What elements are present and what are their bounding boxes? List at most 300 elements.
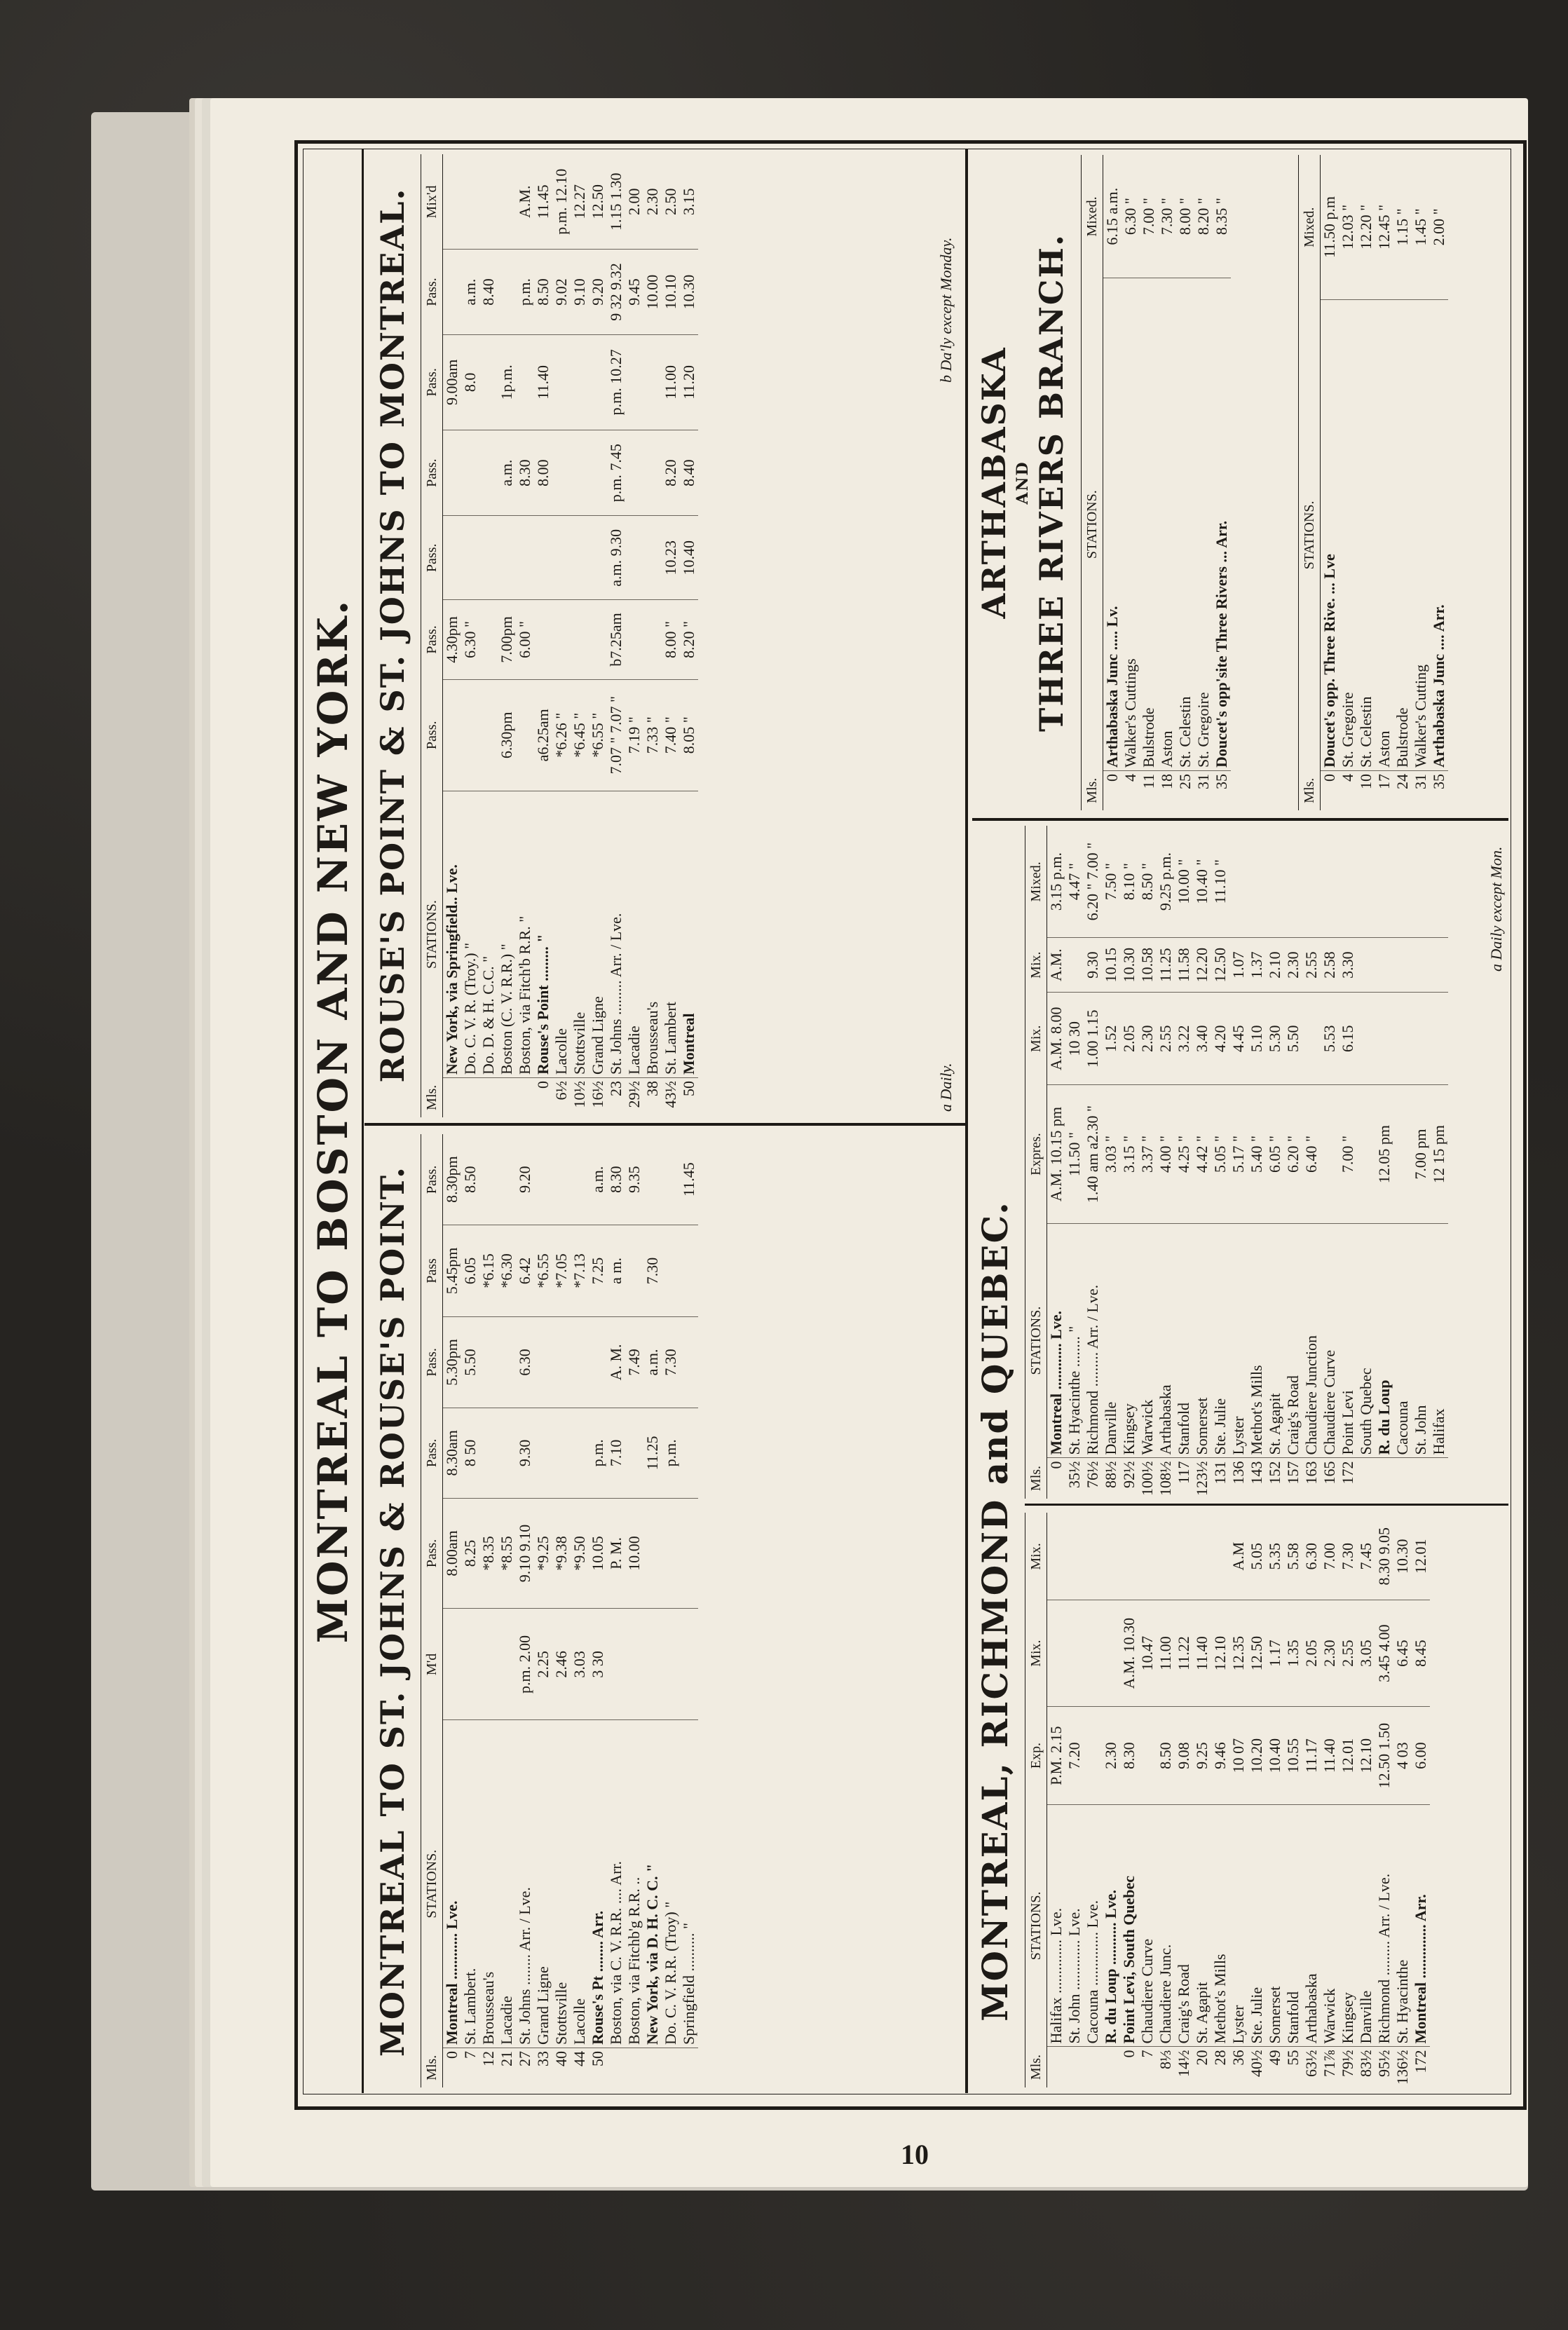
table-row [1321, 155, 1339, 810]
time-cell [643, 600, 662, 679]
table-row [1138, 1513, 1157, 2087]
mileage-cell: 76½ [1084, 1461, 1101, 1488]
mileage-cell: 31 [1194, 774, 1212, 789]
time-cell [1357, 826, 1375, 938]
mileage-cell: 88½ [1102, 1461, 1119, 1488]
time-cell: 6.15 a.m. [1103, 155, 1122, 278]
column-header: Mixed. [1082, 155, 1103, 278]
time-cell [1412, 826, 1430, 938]
station-cell: Richmond ......... Arr. / Lve. [1375, 1805, 1393, 2047]
time-cell: 8.00am [443, 1498, 462, 1609]
mileage-cell: 40 [552, 2051, 570, 2066]
mileage-cell: 136 [1229, 1461, 1247, 1485]
mileage-cell [680, 2048, 698, 2088]
time-cell: 12.27 [571, 154, 589, 250]
mileage-cell: 4 [1339, 774, 1356, 782]
time-cell: 7.30 [1339, 1513, 1357, 1600]
table-row [1158, 155, 1176, 810]
time-cell [589, 1316, 607, 1408]
time-cell: 6.42 [516, 1225, 534, 1316]
time-cell: 12.20 " [1357, 155, 1375, 299]
mileage-cell: 38 [643, 1081, 661, 1096]
table-row [643, 1134, 662, 2087]
station-cell: Springfield .......... " [680, 1720, 698, 2048]
time-cell: 2.25 [534, 1609, 552, 1720]
time-cell: 6.00 " [516, 600, 534, 679]
station-cell: Methot's Mills [1211, 1805, 1229, 2047]
time-cell: 8.50 [461, 1134, 479, 1225]
table-row [1175, 826, 1193, 1499]
time-cell: 5.58 [1284, 1513, 1302, 1600]
time-cell: 4.45 [1229, 993, 1248, 1085]
column-header: STATIONS. [1082, 278, 1103, 771]
time-cell: 10.05 [589, 1498, 607, 1609]
time-cell: b7.25am [607, 600, 625, 679]
table-row [680, 154, 698, 1117]
time-cell: 9.20 [516, 1134, 534, 1225]
time-cell [643, 1134, 662, 1225]
time-cell [625, 1609, 643, 1720]
time-cell: 8.10 " [1120, 826, 1138, 938]
time-cell: 8.20 " [680, 600, 698, 679]
time-cell: 1.17 [1266, 1600, 1284, 1706]
station-cell: Chaudiere Junc. [1157, 1805, 1175, 2047]
time-cell: 8.45 [1412, 1600, 1430, 1706]
station-cell: Bulstrode [1393, 299, 1412, 770]
time-cell: 3.30 [1339, 938, 1357, 993]
time-cell: 8.50 " [1138, 826, 1157, 938]
table-row [1211, 826, 1229, 1499]
time-cell: 5.50 [1284, 993, 1302, 1085]
time-cell: 3.15 [680, 154, 698, 250]
time-cell [552, 1316, 571, 1408]
time-cell [680, 1316, 698, 1408]
station-cell: Cacouna .............. Lve. [1084, 1805, 1102, 2047]
table-row [1193, 1513, 1211, 2087]
time-cell: p.m. [589, 1408, 607, 1498]
time-cell [479, 1609, 498, 1720]
column-header: STATIONS. [421, 1720, 443, 2048]
time-cell [443, 1609, 462, 1720]
time-cell: A.M. [1047, 938, 1066, 993]
time-cell: 11.58 [1175, 938, 1193, 993]
time-cell [498, 1316, 516, 1408]
time-cell [479, 154, 498, 250]
mileage-cell [443, 1078, 462, 1118]
mileage-cell [461, 1078, 479, 1118]
time-cell [662, 1498, 680, 1609]
time-cell [1248, 826, 1266, 938]
column-header: Mixed. [1299, 155, 1321, 299]
station-cell: Lacolle [571, 1720, 589, 2048]
table-row [1375, 1513, 1393, 2087]
time-cell [1084, 1706, 1102, 1805]
table-row [1412, 826, 1430, 1499]
time-cell [1393, 938, 1412, 993]
time-cell: 8.50 [534, 250, 552, 334]
table-row [1393, 826, 1412, 1499]
station-cell: Kingsey [1339, 1805, 1357, 2047]
time-cell [1412, 938, 1430, 993]
table-row [1393, 155, 1412, 810]
time-cell: 9.10 [571, 250, 589, 334]
time-cell: 8.30 [516, 430, 534, 516]
time-cell: 9.25 p.m. [1157, 826, 1175, 938]
mileage-cell: 43½ [662, 1081, 679, 1108]
station-cell: St. Lambert. [461, 1720, 479, 2048]
station-cell: Do. C. V. R.R. (Troy) " [662, 1720, 680, 2048]
station-cell: Point Levi, South Quebec [1120, 1805, 1138, 2047]
table-row [1193, 826, 1211, 1499]
time-cell: 12.50 [1211, 938, 1229, 993]
time-cell: 12.05 pm [1375, 1085, 1393, 1223]
table-row [552, 1134, 571, 2087]
time-cell [1393, 826, 1412, 938]
time-cell [443, 154, 462, 250]
time-cell: 12.45 " [1375, 155, 1393, 299]
table-row [443, 1134, 462, 2087]
time-cell: 6.05 " [1266, 1085, 1284, 1223]
time-cell: 2.30 [1102, 1706, 1120, 1805]
time-cell: A. M. [607, 1316, 625, 1408]
time-cell [479, 1408, 498, 1498]
time-cell: 9.08 [1175, 1706, 1193, 1805]
time-cell: 7.25 [589, 1225, 607, 1316]
table-row [589, 154, 607, 1117]
mileage-cell [1084, 2047, 1102, 2087]
time-cell [625, 1408, 643, 1498]
time-cell [1357, 993, 1375, 1085]
column-header: Mls. [421, 2048, 443, 2088]
station-cell: Brousseau's [479, 1720, 498, 2048]
time-cell: 7.49 [625, 1316, 643, 1408]
time-cell: 3.15 " [1120, 1085, 1138, 1223]
mileage-cell: 36 [1229, 2050, 1247, 2066]
time-cell [571, 600, 589, 679]
time-cell: 2.10 [1266, 938, 1284, 993]
time-cell: p.m. [662, 1408, 680, 1498]
time-cell [443, 679, 462, 791]
table-row [662, 1134, 680, 2087]
time-cell [680, 1225, 698, 1316]
station-cell: Boston (C. V. R.R.) " [498, 791, 516, 1078]
time-cell: a6.25am [534, 679, 552, 791]
time-cell: 10.40 [680, 516, 698, 600]
time-cell: 12.10 [1211, 1600, 1229, 1706]
time-cell [643, 334, 662, 430]
table-row [1122, 155, 1140, 810]
station-cell: St. Hyacinthe [1393, 1805, 1412, 2047]
station-cell: St. Gregoire [1194, 278, 1213, 771]
time-cell: 8.0 [461, 334, 479, 430]
table4-title: MONTREAL, RICHMOND and QUEBEC. [974, 1201, 1016, 2022]
table-divider-3 [972, 818, 1508, 821]
time-cell: 12.10 [1357, 1706, 1375, 1805]
station-cell: Do. D. & H. C.C. " [479, 791, 498, 1078]
branch-up [1298, 155, 1448, 810]
table-row [1375, 155, 1393, 810]
time-cell: 6.30 [516, 1316, 534, 1408]
time-cell: 7.00 [1321, 1513, 1339, 1600]
station-cell: Chaudiere Curve [1321, 1223, 1339, 1458]
table-row [1248, 826, 1266, 1499]
time-cell [534, 516, 552, 600]
station-cell: Doucet's opp'site Three Rivers ... Arr. [1213, 278, 1231, 771]
mileage-cell: 40½ [1248, 2050, 1265, 2077]
station-cell: Lacadie [498, 1720, 516, 2048]
station-cell: Craig's Road [1284, 1223, 1302, 1458]
time-cell: 8 50 [461, 1408, 479, 1498]
mileage-cell: 0 [1103, 774, 1121, 782]
time-cell [1375, 993, 1393, 1085]
column-header: Pass. [421, 1408, 443, 1498]
time-cell: 8.40 [479, 250, 498, 334]
time-cell: 7.45 [1357, 1513, 1375, 1600]
mileage-cell: 117 [1175, 1461, 1192, 1484]
station-cell: Bulstrode [1140, 278, 1158, 771]
mileage-cell [1065, 2047, 1084, 2087]
time-cell: 4 03 [1393, 1706, 1412, 1805]
mileage-cell: 14½ [1175, 2050, 1192, 2077]
time-cell [571, 516, 589, 600]
station-cell: Grand Ligne [534, 1720, 552, 2048]
time-cell [498, 154, 516, 250]
time-cell: 10 07 [1229, 1706, 1248, 1805]
station-cell: Chaudiere Curve [1138, 1805, 1157, 2047]
time-cell [662, 1225, 680, 1316]
table-row [552, 154, 571, 1117]
table-row [1194, 155, 1213, 810]
time-cell: *9.25 [534, 1498, 552, 1609]
time-cell: 6.40 " [1302, 1085, 1321, 1223]
time-cell [607, 1609, 625, 1720]
time-cell: 2.30 [1138, 993, 1157, 1085]
time-cell [1284, 826, 1302, 938]
time-cell: 12.01 [1339, 1706, 1357, 1805]
time-cell [534, 1134, 552, 1225]
table-header-row [1025, 826, 1047, 1499]
time-cell: 8.50 [1157, 1706, 1175, 1805]
table-row [680, 1134, 698, 2087]
time-cell [479, 679, 498, 791]
time-cell: 5.50 [461, 1316, 479, 1408]
table2-title: ROUSE'S POINT & ST. JOHNS TO MONTREAL. [374, 187, 411, 1083]
time-cell: 11.20 [680, 334, 698, 430]
mileage-cell: 11 [1140, 774, 1157, 789]
time-cell: 8.00 [534, 430, 552, 516]
time-cell: 9.30 [1084, 938, 1102, 993]
time-cell: 10.58 [1138, 938, 1157, 993]
time-cell: 5.53 [1321, 993, 1339, 1085]
table-row [1321, 826, 1339, 1499]
time-cell: a.m. [461, 250, 479, 334]
time-cell: 10.00 " [1175, 826, 1193, 938]
time-cell: 9.25 [1193, 1706, 1211, 1805]
time-cell: 7.20 [1065, 1706, 1084, 1805]
time-cell: 10.00 [643, 250, 662, 334]
table-row [1157, 826, 1175, 1499]
station-cell: St. Agapit [1266, 1223, 1284, 1458]
mileage-cell: 29½ [625, 1081, 643, 1108]
mid-rule [965, 149, 968, 2093]
time-cell: 3.22 [1175, 993, 1193, 1085]
station-cell: Arthabaska Junc .... Arr. [1430, 299, 1448, 770]
mileage-cell: 25 [1176, 774, 1194, 789]
time-cell: a.m. 9.30 [607, 516, 625, 600]
table-row [1357, 826, 1375, 1499]
column-header: Mls. [1025, 2047, 1047, 2087]
time-cell: 8.25 [461, 1498, 479, 1609]
time-cell: 1.45 " [1412, 155, 1430, 299]
time-cell: 7.30 [662, 1316, 680, 1408]
column-header: Pass. [421, 1134, 443, 1225]
table-row [1357, 1513, 1375, 2087]
station-cell: R. du Loup ........... Lve. [1102, 1805, 1120, 2047]
time-cell: 6.30 " [1122, 155, 1140, 278]
station-cell: Walker's Cuttings [1122, 278, 1140, 771]
time-cell [1211, 1513, 1229, 1600]
time-cell: 12.35 [1229, 1600, 1248, 1706]
time-cell: a.m. [498, 430, 516, 516]
time-cell [571, 1408, 589, 1498]
time-cell: 1.52 [1102, 993, 1120, 1085]
time-cell [516, 334, 534, 430]
time-cell [1375, 826, 1393, 938]
mileage-cell: 152 [1266, 1461, 1283, 1485]
table-row [443, 154, 462, 1117]
station-cell: Ste. Julie [1248, 1805, 1266, 2047]
mileage-cell: 10 [1357, 774, 1375, 789]
table-header-row [1082, 155, 1103, 810]
station-cell: Danville [1357, 1805, 1375, 2047]
time-cell: 1.35 [1284, 1600, 1302, 1706]
station-cell: Stottsville [571, 791, 589, 1078]
table3 [1025, 826, 1448, 1499]
time-cell: p.m. 2.00 [516, 1609, 534, 1720]
table-row [1047, 826, 1066, 1499]
table3-grid [1025, 826, 1448, 1499]
time-cell [534, 600, 552, 679]
table-row [1284, 826, 1302, 1499]
time-cell: 8.00 " [662, 600, 680, 679]
station-cell: Chaudiere Junction [1302, 1223, 1321, 1458]
time-cell [1321, 826, 1339, 938]
table-row [1430, 155, 1448, 810]
time-cell: 12.50 1.50 [1375, 1706, 1393, 1805]
station-cell: Montreal ............ Lve. [443, 1720, 462, 2048]
time-cell: 1.15 1.30 [607, 154, 625, 250]
table4-grid [1025, 1513, 1430, 2087]
time-cell [479, 1316, 498, 1408]
mileage-cell: 18 [1158, 774, 1175, 789]
time-cell: 10.15 [1102, 938, 1120, 993]
station-cell: Somerset [1193, 1223, 1211, 1458]
station-cell: Brousseau's [643, 791, 662, 1078]
time-cell [589, 516, 607, 600]
column-header: Mix. [1025, 1513, 1047, 1600]
time-cell: 10.00 [625, 1498, 643, 1609]
table-row [461, 1134, 479, 2087]
time-cell: 1.15 " [1393, 155, 1412, 299]
mileage-cell: 100½ [1138, 1461, 1156, 1496]
table-row [607, 154, 625, 1117]
table-row [516, 1134, 534, 2087]
time-cell: 11.40 [1193, 1600, 1211, 1706]
table-row [662, 154, 680, 1117]
time-cell [589, 430, 607, 516]
time-cell: A.M. [516, 154, 534, 250]
time-cell [498, 1408, 516, 1498]
time-cell: 3.15 p.m. [1047, 826, 1066, 938]
time-cell: *6.26 " [552, 679, 571, 791]
station-cell: St. Gregoire [1339, 299, 1357, 770]
time-cell: 10.40 " [1193, 826, 1211, 938]
time-cell: *6.15 [479, 1225, 498, 1316]
column-header: Pass [421, 1225, 443, 1316]
time-cell: 8.05 " [680, 679, 698, 791]
station-cell: Halifax [1430, 1223, 1448, 1458]
time-cell [1084, 1513, 1102, 1600]
column-header: Exp. [1025, 1706, 1047, 1805]
time-cell: 7.00 " [1339, 1085, 1357, 1223]
time-cell [461, 679, 479, 791]
mileage-cell: 7 [461, 2051, 479, 2059]
time-cell [498, 1134, 516, 1225]
time-cell: 5.30pm [443, 1316, 462, 1408]
time-cell: *6.30 [498, 1225, 516, 1316]
table-row [1393, 1513, 1412, 2087]
station-cell: Craig's Road [1175, 1805, 1193, 2047]
time-cell: 10.30 [1120, 938, 1138, 993]
station-cell: South Quebec [1357, 1223, 1375, 1458]
time-cell: 6.20 " [1284, 1085, 1302, 1223]
time-cell [1065, 938, 1084, 993]
table-header-row [1025, 1513, 1047, 2087]
mileage-cell: 28 [1211, 2050, 1229, 2066]
column-header: Mls. [1082, 771, 1103, 811]
time-cell: p.m. 12.10 [552, 154, 571, 250]
mileage-cell: 172 [1339, 1461, 1356, 1485]
time-cell [1138, 1706, 1157, 1805]
table2-note-b: b Da'ly except Monday. [937, 237, 955, 383]
time-cell [552, 1134, 571, 1225]
station-cell: R. du Loup [1375, 1223, 1393, 1458]
time-cell: 2.00 " [1430, 155, 1448, 299]
table-row [479, 1134, 498, 2087]
mileage-cell: 8⅓ [1157, 2050, 1174, 2069]
time-cell: 2.30 [1321, 1600, 1339, 1706]
mileage-cell [498, 1078, 516, 1118]
time-cell: 5.45pm [443, 1225, 462, 1316]
time-cell [516, 679, 534, 791]
table-row [498, 1134, 516, 2087]
time-cell: 5.05 [1248, 1513, 1266, 1600]
station-cell: New York, via Springfield.. Lve. [443, 791, 462, 1078]
mileage-cell [516, 1078, 534, 1118]
time-cell: 10.40 [1266, 1706, 1284, 1805]
time-cell: 7.30 [643, 1225, 662, 1316]
time-cell: 7.19 " [625, 679, 643, 791]
mileage-cell [1430, 1458, 1448, 1499]
mileage-cell [1047, 2047, 1066, 2087]
time-cell: 4.00 " [1157, 1085, 1175, 1223]
time-cell: 7.00 " [1140, 155, 1158, 278]
branch-up-grid [1298, 155, 1448, 810]
column-header: Expres. [1025, 1085, 1047, 1223]
time-cell: 3.37 " [1138, 1085, 1157, 1223]
time-cell: 10.20 [1248, 1706, 1266, 1805]
time-cell [680, 1609, 698, 1720]
